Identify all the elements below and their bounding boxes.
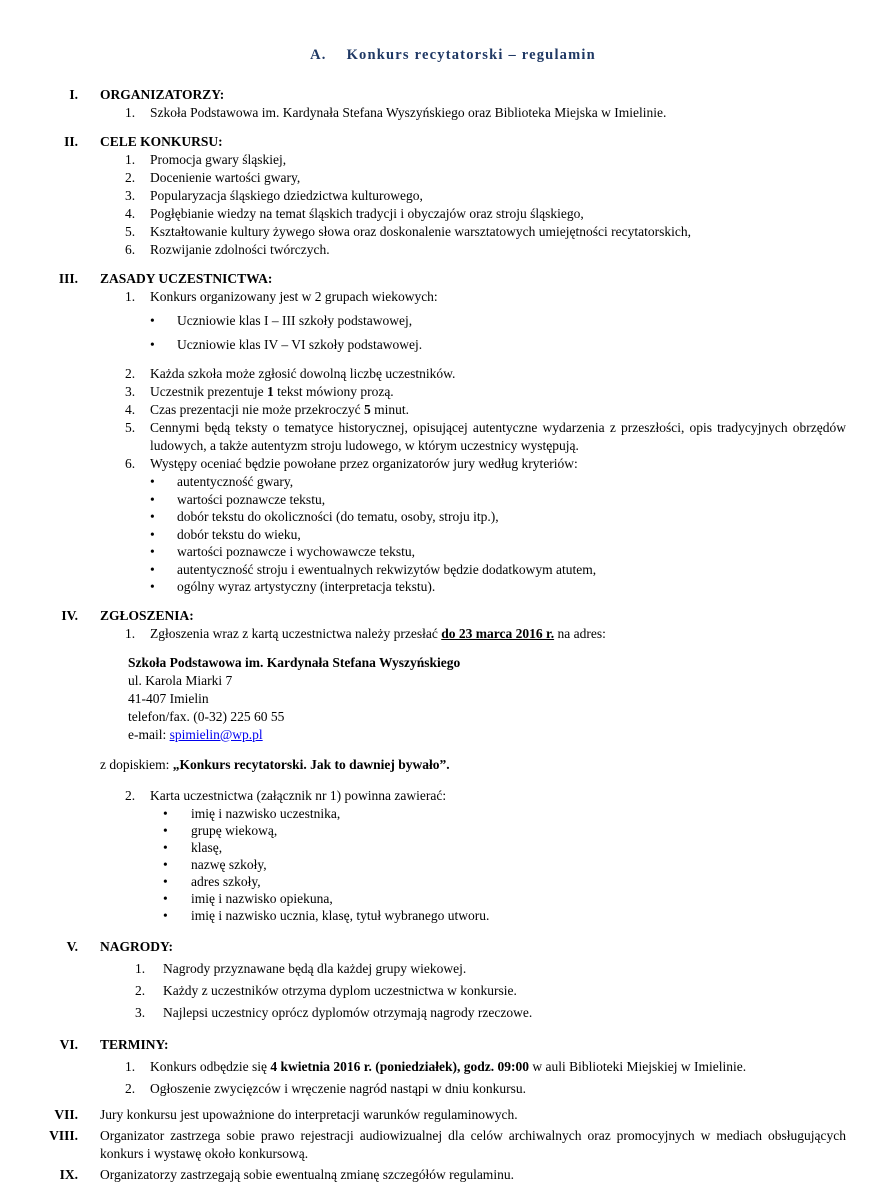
list-item-number: 1. bbox=[135, 960, 146, 976]
final-item bbox=[0, 1127, 846, 1163]
section-numeral: I. bbox=[69, 87, 78, 102]
title-letter: A. bbox=[310, 47, 327, 63]
list-item bbox=[163, 890, 846, 907]
section-numeral: VIII. bbox=[49, 1127, 78, 1143]
list-item-number: 1. bbox=[125, 105, 136, 120]
list-item bbox=[125, 401, 846, 419]
address-school-name: Szkoła Podstawowa im. Kardynała Stefana Wyszyńskiego bbox=[128, 654, 461, 670]
list-item bbox=[163, 856, 846, 873]
bullet-text: adres szkoły, bbox=[191, 873, 261, 889]
list-item-number: 2. bbox=[125, 366, 136, 381]
bullet-icon: • bbox=[150, 509, 155, 524]
note-line bbox=[100, 756, 846, 774]
list-item bbox=[125, 241, 846, 259]
bullet-icon: • bbox=[150, 336, 155, 352]
list-item bbox=[125, 151, 846, 169]
email-label: e-mail: bbox=[128, 726, 170, 742]
section-heading-row bbox=[0, 607, 846, 625]
bullet-text: wartości poznawcze i wychowawcze tekstu, bbox=[177, 544, 416, 559]
section-organizatorzy bbox=[0, 86, 846, 122]
bullet-text: autentyczność gwary, bbox=[177, 474, 294, 489]
text-segment: tekst mówiony prozą. bbox=[273, 384, 394, 399]
list-item-number: 2. bbox=[125, 170, 136, 185]
address-block bbox=[128, 654, 846, 744]
list-item bbox=[150, 508, 846, 526]
bullet-icon: • bbox=[150, 313, 155, 328]
list-item bbox=[125, 104, 846, 122]
list-item-text: Szkoła Podstawowa im. Kardynała Stefana Wyszyńskiego oraz Biblioteka Miejska w Imielinie. bbox=[150, 105, 667, 120]
section-heading-row bbox=[0, 1036, 846, 1054]
list-item-text: Docenienie wartości gwary, bbox=[150, 170, 301, 185]
list-item bbox=[163, 839, 846, 856]
final-item-text: Jury konkursu jest upoważnione do interpretacji warunków regulaminowych. bbox=[100, 1106, 518, 1122]
bullet-icon: • bbox=[150, 544, 155, 559]
text-segment: Uczestnik prezentuje bbox=[150, 384, 267, 399]
list-item bbox=[125, 288, 846, 306]
section-heading: ZASADY UCZESTNICTWA: bbox=[100, 271, 273, 286]
bullet-icon: • bbox=[150, 526, 155, 542]
section-numeral: V. bbox=[66, 938, 78, 954]
final-item bbox=[0, 1106, 846, 1124]
list-item-number: 6. bbox=[125, 242, 136, 257]
bullet-icon: • bbox=[163, 805, 168, 821]
list-item bbox=[150, 312, 846, 330]
list-item bbox=[135, 1004, 846, 1022]
section-heading-row bbox=[0, 86, 846, 104]
list-item-text bbox=[150, 1058, 846, 1076]
list-item-text: Każda szkoła może zgłosić dowolną liczbę uczestników. bbox=[150, 366, 456, 381]
section-nagrody bbox=[0, 938, 846, 1022]
address-street: ul. Karola Miarki 7 bbox=[128, 672, 233, 688]
list-item-number: 4. bbox=[125, 402, 136, 417]
bullet-text: Uczniowie klas IV – VI szkoły podstawowej. bbox=[177, 336, 423, 352]
list-item bbox=[125, 787, 846, 805]
list-item bbox=[135, 960, 846, 978]
section-heading-row bbox=[0, 133, 846, 151]
bullet-text: klasę, bbox=[191, 839, 223, 855]
bullet-icon: • bbox=[163, 890, 168, 906]
list-item-number: 3. bbox=[125, 384, 136, 399]
bullet-icon: • bbox=[150, 579, 155, 594]
list-item bbox=[150, 336, 846, 354]
list-item-text: Pogłębianie wiedzy na temat śląskich tradycji i obyczajów oraz stroju śląskiego, bbox=[150, 206, 584, 221]
bullet-text: imię i nazwisko ucznia, klasę, tytuł wybranego utworu. bbox=[191, 907, 490, 923]
bullet-icon: • bbox=[150, 474, 155, 489]
section-zasady-uczestnictwa bbox=[0, 270, 846, 596]
address-phone: telefon/fax. (0-32) 225 60 55 bbox=[128, 708, 285, 724]
bullet-text: imię i nazwisko uczestnika, bbox=[191, 805, 341, 821]
list-item-number: 6. bbox=[125, 456, 136, 471]
bullet-text: imię i nazwisko opiekuna, bbox=[191, 890, 333, 906]
text-segment: na adres: bbox=[554, 625, 606, 641]
text-segment: Konkurs odbędzie się bbox=[150, 1058, 271, 1074]
list-item bbox=[125, 419, 846, 455]
list-item-number: 2. bbox=[125, 1080, 136, 1096]
list-item-text: Nagrody przyznawane będą dla każdej grupy wiekowej. bbox=[163, 960, 467, 976]
list-item bbox=[150, 543, 846, 561]
bullet-text: dobór tekstu do okoliczności (do tematu, osoby, stroju itp.), bbox=[177, 509, 499, 524]
list-item bbox=[150, 526, 846, 544]
list-item bbox=[163, 805, 846, 822]
section-heading: TERMINY: bbox=[100, 1036, 169, 1052]
list-item bbox=[125, 455, 846, 473]
section-heading: NAGRODY: bbox=[100, 938, 174, 954]
list-item-text: Karta uczestnictwa (załącznik nr 1) powinna zawierać: bbox=[150, 787, 447, 803]
text-segment: Czas prezentacji nie może przekroczyć bbox=[150, 402, 365, 417]
list-item-number: 1. bbox=[125, 625, 136, 641]
list-item bbox=[150, 491, 846, 509]
list-item-number: 4. bbox=[125, 206, 136, 221]
section-numeral: VI. bbox=[59, 1036, 78, 1052]
list-item bbox=[163, 873, 846, 890]
list-item bbox=[125, 187, 846, 205]
list-item-number: 5. bbox=[125, 224, 136, 239]
bullet-text: ogólny wyraz artystyczny (interpretacja tekstu). bbox=[177, 579, 436, 594]
deadline-text: do 23 marca 2016 r. bbox=[441, 625, 555, 641]
section-zgloszenia bbox=[0, 607, 846, 924]
list-item-text: Najlepsi uczestnicy oprócz dyplomów otrzymają nagrody rzeczowe. bbox=[163, 1004, 533, 1020]
section-numeral: IX. bbox=[59, 1166, 78, 1182]
list-item bbox=[150, 578, 846, 596]
list-item-text: Konkurs organizowany jest w 2 grupach wiekowych: bbox=[150, 289, 438, 304]
list-item-text: Kształtowanie kultury żywego słowa oraz doskonalenie warsztatowych umiejętności recytatorskich, bbox=[150, 224, 691, 239]
section-cele-konkursu bbox=[0, 133, 846, 259]
bullet-text: grupę wiekową, bbox=[191, 822, 278, 838]
bold-segment: „Konkurs recytatorski. Jak to dawniej bywało”. bbox=[172, 756, 450, 772]
bullet-text: Uczniowie klas I – III szkoły podstawowej, bbox=[177, 313, 413, 328]
list-item bbox=[135, 982, 846, 1000]
section-numeral: III. bbox=[58, 271, 78, 286]
list-item-text: Ogłoszenie zwycięzców i wręczenie nagród nastąpi w dniu konkursu. bbox=[150, 1080, 526, 1096]
list-item bbox=[163, 822, 846, 839]
text-segment: Zgłoszenia wraz z kartą uczestnictwa należy przesłać bbox=[150, 625, 442, 641]
bullet-icon: • bbox=[150, 491, 155, 507]
list-item bbox=[150, 561, 846, 579]
section-numeral: II. bbox=[64, 134, 78, 149]
list-item-number: 5. bbox=[125, 420, 136, 435]
list-item bbox=[125, 1058, 846, 1076]
final-item-text: Organizatorzy zastrzegają sobie ewentualną zmianę szczegółów regulaminu. bbox=[100, 1166, 514, 1182]
list-item-text: Cennymi będą teksty o tematyce historycznej, opisującej autentyczne wydarzenia z przeszłości, opis tradycyjnych obrzędów ludowych, a także autentyzm stroju ludowego, w którym uczestnicy występują. bbox=[150, 420, 846, 453]
text-segment: minut. bbox=[370, 402, 410, 417]
list-item-text: Rozwijanie zdolności twórczych. bbox=[150, 242, 330, 257]
section-heading: CELE KONKURSU: bbox=[100, 134, 223, 149]
section-heading: ZGŁOSZENIA: bbox=[100, 607, 194, 623]
final-item bbox=[0, 1166, 846, 1184]
text-segment: z dopiskiem: bbox=[100, 756, 173, 772]
list-item bbox=[125, 365, 846, 383]
title-text: Konkurs recytatorski – regulamin bbox=[346, 47, 596, 63]
bullet-text: wartości poznawcze tekstu, bbox=[177, 491, 326, 507]
bullet-icon: • bbox=[163, 839, 168, 855]
list-item-text bbox=[150, 401, 846, 419]
list-item-text: Każdy z uczestników otrzyma dyplom uczestnictwa w konkursie. bbox=[163, 982, 517, 998]
bullet-icon: • bbox=[163, 873, 168, 889]
final-item-text: Organizator zastrzega sobie prawo rejestracji audiowizualnej dla celów archiwalnych oraz promocyjnych w mediach obsługujących konkurs i wystawę około konkursową. bbox=[100, 1127, 846, 1161]
list-item-number: 2. bbox=[125, 787, 136, 803]
list-item-text: Występy oceniać będzie powołane przez organizatorów jury według kryteriów: bbox=[150, 456, 578, 471]
bold-segment: 1 bbox=[266, 384, 274, 399]
list-item bbox=[125, 383, 846, 401]
section-numeral: IV. bbox=[61, 607, 78, 623]
list-item-number: 3. bbox=[125, 188, 136, 203]
address-email-row bbox=[128, 726, 846, 744]
text-segment: w auli Biblioteki Miejskiej w Imielinie. bbox=[529, 1058, 747, 1074]
list-item bbox=[125, 223, 846, 241]
list-item-text bbox=[150, 383, 846, 401]
bold-segment: 5 bbox=[364, 402, 371, 417]
bullet-text: dobór tekstu do wieku, bbox=[177, 526, 301, 542]
list-item-number: 1. bbox=[125, 1058, 136, 1074]
list-item-number: 1. bbox=[125, 152, 136, 167]
email-link[interactable]: spimielin@wp.pl bbox=[169, 726, 263, 742]
list-item-text: Popularyzacja śląskiego dziedzictwa kulturowego, bbox=[150, 188, 423, 203]
bullet-text: autentyczność stroju i ewentualnych rekwizytów będzie dodatkowym atutem, bbox=[177, 561, 597, 577]
bullet-text: nazwę szkoły, bbox=[191, 856, 267, 872]
list-item bbox=[125, 1080, 846, 1098]
bold-segment: 4 kwietnia 2016 r. (poniedziałek), godz. 09:00 bbox=[270, 1058, 529, 1074]
section-heading-row bbox=[0, 938, 846, 956]
list-item bbox=[163, 907, 846, 924]
list-item-text: Promocja gwary śląskiej, bbox=[150, 152, 287, 167]
list-item-number: 1. bbox=[125, 289, 136, 304]
page-title bbox=[60, 46, 846, 64]
section-postanowienia-koncowe bbox=[0, 1106, 846, 1184]
list-item-number: 2. bbox=[135, 982, 146, 998]
bullet-icon: • bbox=[150, 561, 155, 577]
address-city: 41-407 Imielin bbox=[128, 690, 209, 706]
list-item bbox=[125, 205, 846, 223]
section-heading-row bbox=[0, 270, 846, 288]
section-terminy bbox=[0, 1036, 846, 1098]
section-numeral: VII. bbox=[54, 1106, 78, 1122]
bullet-icon: • bbox=[163, 822, 168, 838]
bullet-icon: • bbox=[163, 907, 168, 923]
list-item bbox=[150, 473, 846, 491]
list-item-number: 3. bbox=[135, 1004, 146, 1020]
list-item bbox=[125, 625, 846, 643]
bullet-icon: • bbox=[163, 856, 168, 872]
list-item bbox=[125, 169, 846, 187]
section-heading: ORGANIZATORZY: bbox=[100, 87, 225, 102]
list-item-text bbox=[150, 625, 846, 643]
